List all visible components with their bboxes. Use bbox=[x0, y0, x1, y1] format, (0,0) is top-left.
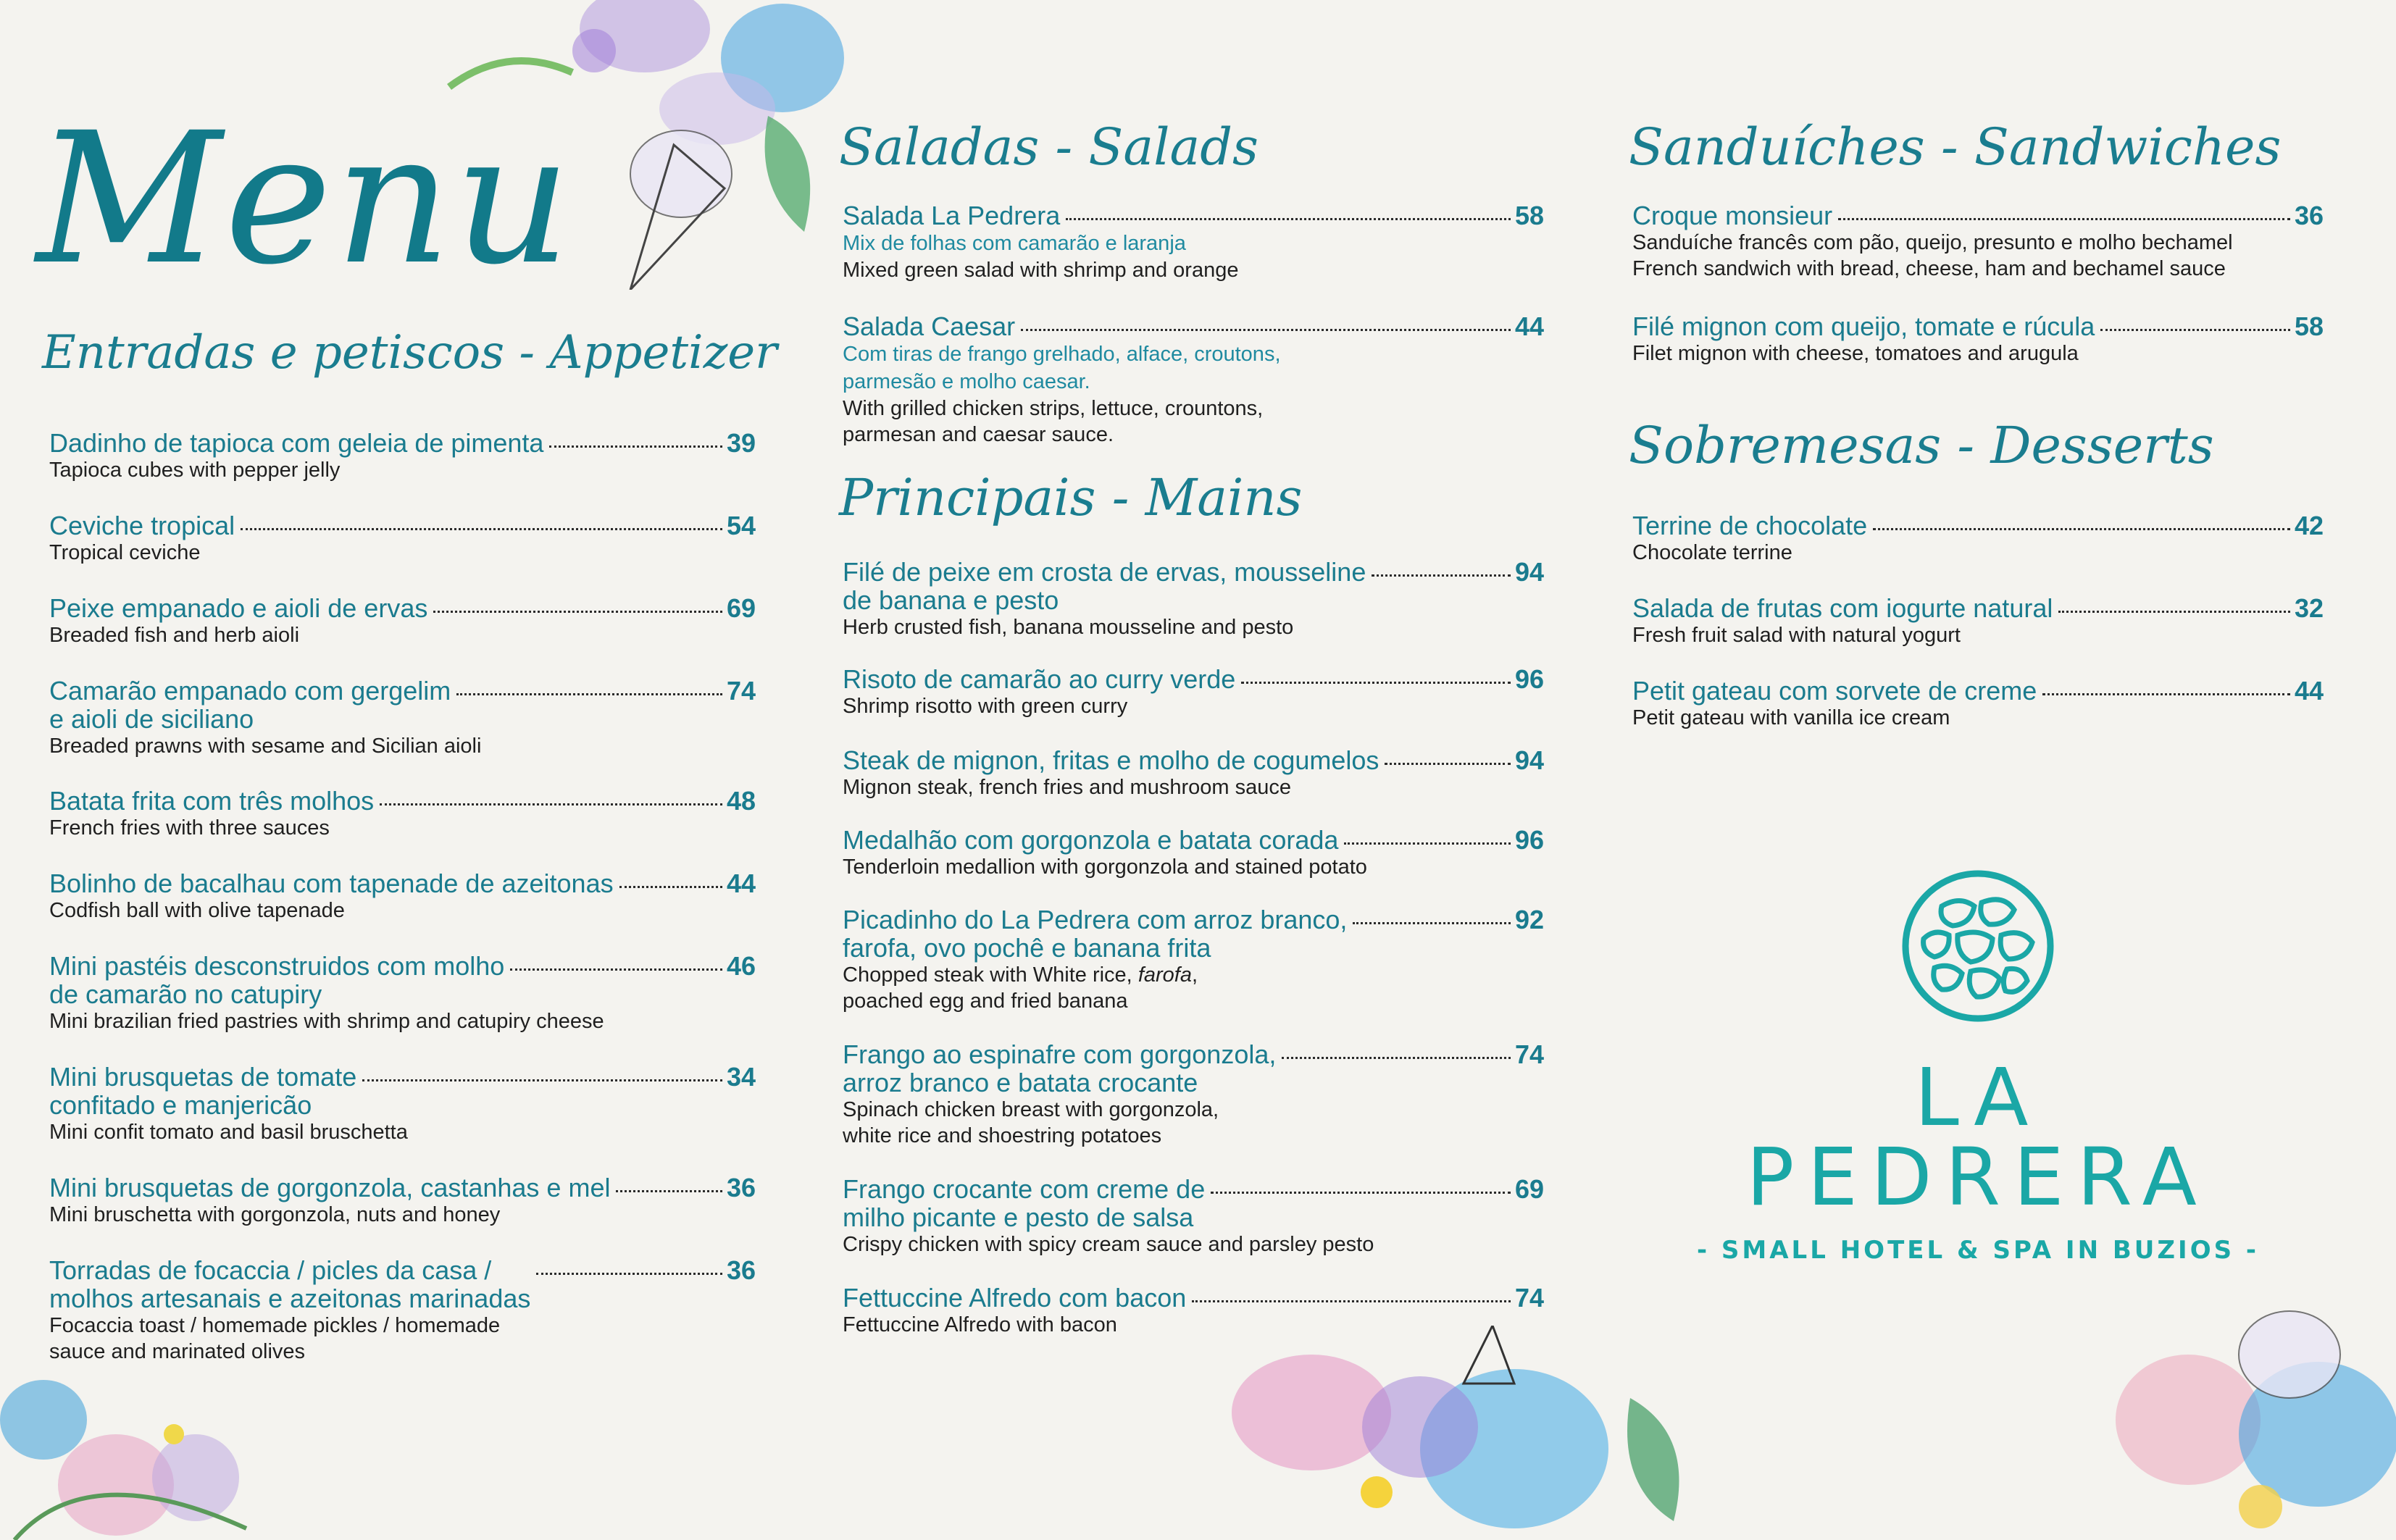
item-description-en: Filet mignon with cheese, tomatoes and arugula bbox=[1632, 342, 2079, 365]
dot-leader bbox=[1021, 329, 1511, 331]
salads-section-title: Saladas - Salads bbox=[839, 117, 1258, 177]
menu-item bbox=[843, 1284, 1544, 1338]
menu-item bbox=[49, 677, 756, 759]
item-name: Filé de peixe em crosta de ervas, mousseline de banana e pesto bbox=[843, 557, 1366, 615]
dot-leader bbox=[1192, 1300, 1511, 1302]
item-price: 74 bbox=[1514, 1283, 1544, 1313]
item-name: Camarão empanado com gergelim e aioli de siciliano bbox=[49, 676, 451, 734]
item-price: 44 bbox=[1514, 311, 1544, 341]
menu-item bbox=[843, 1040, 1544, 1149]
item-price: 92 bbox=[1514, 905, 1544, 934]
menu-item bbox=[1632, 511, 2324, 566]
item-description-en: Shrimp risotto with green curry bbox=[843, 695, 1128, 718]
item-description-en: Mixed green salad with shrimp and orange bbox=[843, 259, 1239, 282]
item-description-pt: Mix de folhas com camarão e laranja bbox=[843, 232, 1186, 255]
item-name: Batata frita com três molhos bbox=[49, 786, 375, 816]
menu-item bbox=[49, 511, 756, 566]
item-price: 46 bbox=[726, 951, 756, 981]
item-description-en: Chocolate terrine bbox=[1632, 541, 1792, 564]
item-description-en: French fries with three sauces bbox=[49, 816, 330, 840]
dot-leader bbox=[510, 968, 722, 971]
item-description-en: Codfish ball with olive tapenade bbox=[49, 899, 345, 922]
dot-leader bbox=[619, 886, 722, 888]
menu-item bbox=[49, 869, 756, 924]
item-price: 36 bbox=[726, 1255, 756, 1285]
menu-item bbox=[1632, 594, 2324, 648]
brand-tagline: - SMALL HOTEL & SPA IN BUZIOS - bbox=[1696, 1236, 2260, 1265]
item-price: 34 bbox=[726, 1062, 756, 1092]
brand-name: LA PEDRERA bbox=[1746, 1051, 2210, 1223]
menu-item bbox=[843, 826, 1544, 880]
dot-leader bbox=[1372, 574, 1511, 577]
dot-leader bbox=[1353, 922, 1511, 924]
item-description-en-part: Chopped steak with White rice, bbox=[843, 963, 1138, 987]
dot-leader bbox=[616, 1190, 722, 1192]
dot-leader bbox=[1838, 218, 2290, 220]
dot-leader bbox=[2042, 693, 2290, 695]
floral-illustration-bottom-right bbox=[2101, 1289, 2396, 1540]
item-price: 96 bbox=[1514, 664, 1544, 694]
item-price: 42 bbox=[2294, 511, 2324, 540]
menu-item bbox=[49, 787, 756, 841]
dot-leader bbox=[1385, 763, 1511, 765]
dot-leader bbox=[1066, 218, 1511, 220]
item-description-en: Herb crusted fish, banana mousseline and pesto bbox=[843, 616, 1294, 639]
item-price: 58 bbox=[1514, 201, 1544, 230]
dot-leader bbox=[1211, 1192, 1511, 1194]
item-name: Croque monsieur bbox=[1632, 201, 1833, 230]
item-name: Picadinho do La Pedrera com arroz branco, farofa, ovo pochê e banana frita bbox=[843, 905, 1348, 963]
menu-item bbox=[1632, 201, 2324, 282]
item-name: Filé mignon com queijo, tomate e rúcula bbox=[1632, 311, 2095, 341]
dot-leader bbox=[456, 693, 722, 695]
item-price: 94 bbox=[1514, 557, 1544, 587]
floral-illustration-bottom-left bbox=[0, 1347, 261, 1540]
dot-leader bbox=[433, 611, 722, 613]
item-price: 96 bbox=[1514, 825, 1544, 855]
menu-item bbox=[1632, 677, 2324, 731]
dot-leader bbox=[1344, 842, 1510, 845]
menu-item bbox=[49, 952, 756, 1034]
item-name: Risoto de camarão ao curry verde bbox=[843, 664, 1236, 694]
dot-leader bbox=[241, 528, 722, 530]
item-description-en-part: , poached egg and fried banana bbox=[843, 963, 1198, 1013]
dot-leader bbox=[1241, 682, 1511, 684]
item-description-en: Focaccia toast / homemade pickles / homemade sauce and marinated olives bbox=[49, 1314, 501, 1363]
item-name: Bolinho de bacalhau com tapenade de azeitonas bbox=[49, 869, 614, 898]
dot-leader bbox=[536, 1273, 722, 1275]
item-description-en: Mini brazilian fried pastries with shrimp and catupiry cheese bbox=[49, 1010, 604, 1033]
item-description-en: Tenderloin medallion with gorgonzola and stained potato bbox=[843, 855, 1367, 879]
menu-item bbox=[843, 905, 1544, 1014]
item-description-en-italic: farofa bbox=[1138, 963, 1192, 987]
floral-illustration-bottom-center bbox=[1224, 1326, 1732, 1540]
item-price: 36 bbox=[2294, 201, 2324, 230]
item-description-en: Spinach chicken breast with gorgonzola, white rice and shoestring potatoes bbox=[843, 1098, 1219, 1147]
menu-item bbox=[49, 1063, 756, 1145]
menu-item bbox=[843, 1175, 1544, 1257]
stone-turtle-logo-icon bbox=[1898, 866, 2058, 1026]
item-price: 58 bbox=[2294, 311, 2324, 341]
dot-leader bbox=[549, 445, 722, 448]
sandwiches-section-title: Sanduíches - Sandwiches bbox=[1629, 117, 2282, 177]
item-description-en: Tapioca cubes with pepper jelly bbox=[49, 459, 341, 482]
item-description-en: Mini confit tomato and basil bruschetta bbox=[49, 1121, 408, 1144]
item-description-en: Crispy chicken with spicy cream sauce and parsley pesto bbox=[843, 1233, 1374, 1256]
dot-leader bbox=[2058, 611, 2290, 613]
dot-leader bbox=[380, 803, 722, 805]
item-description-en: Sanduíche francês com pão, queijo, presunto e molho bechamel French sandwich with bread, cheese, ham and bechamel sauce bbox=[1632, 231, 2233, 280]
item-price: 74 bbox=[1514, 1039, 1544, 1069]
item-description-en: Tropical ceviche bbox=[49, 541, 201, 564]
menu-item bbox=[49, 1173, 756, 1228]
menu-item bbox=[843, 665, 1544, 719]
item-description-pt: Com tiras de frango grelhado, alface, croutons, parmesão e molho caesar. bbox=[843, 343, 1281, 393]
item-name: Salada de frutas com iogurte natural bbox=[1632, 593, 2053, 623]
menu-item bbox=[843, 201, 1544, 283]
item-description-en: Breaded fish and herb aioli bbox=[49, 624, 300, 647]
desserts-section-title: Sobremesas - Desserts bbox=[1629, 416, 2214, 475]
item-description-en: With grilled chicken strips, lettuce, crountons, parmesan and caesar sauce. bbox=[843, 397, 1264, 446]
item-name: Fettuccine Alfredo com bacon bbox=[843, 1283, 1187, 1313]
item-price: 32 bbox=[2294, 593, 2324, 623]
menu-item bbox=[1632, 312, 2324, 367]
item-description-en: Breaded prawns with sesame and Sicilian aioli bbox=[49, 735, 482, 758]
item-price: 48 bbox=[726, 786, 756, 816]
item-description-en: Fettuccine Alfredo with bacon bbox=[843, 1313, 1117, 1336]
menu-item bbox=[843, 558, 1544, 640]
item-name: Terrine de chocolate bbox=[1632, 511, 1868, 540]
item-name: Frango ao espinafre com gorgonzola, arroz branco e batata crocante bbox=[843, 1039, 1277, 1097]
item-description-en: Petit gateau with vanilla ice cream bbox=[1632, 706, 1950, 729]
item-description-en: Mini bruschetta with gorgonzola, nuts and honey bbox=[49, 1203, 501, 1226]
appetizer-section-title: Entradas e petiscos - Appetizer bbox=[42, 326, 777, 380]
item-name: Salada Caesar bbox=[843, 311, 1016, 341]
item-name: Steak de mignon, fritas e molho de cogumelos bbox=[843, 745, 1379, 775]
item-name: Frango crocante com creme de milho picante e pesto de salsa bbox=[843, 1174, 1206, 1232]
item-price: 69 bbox=[1514, 1174, 1544, 1204]
item-price: 36 bbox=[726, 1173, 756, 1202]
item-price: 39 bbox=[726, 428, 756, 458]
item-name: Salada La Pedrera bbox=[843, 201, 1061, 230]
item-description-en bbox=[843, 962, 1544, 1014]
menu-item bbox=[49, 429, 756, 483]
item-name: Mini brusquetas de gorgonzola, castanhas e mel bbox=[49, 1173, 611, 1202]
dot-leader bbox=[1282, 1057, 1511, 1059]
item-name: Ceviche tropical bbox=[49, 511, 235, 540]
dot-leader bbox=[2100, 329, 2290, 331]
dot-leader bbox=[362, 1079, 722, 1081]
item-price: 69 bbox=[726, 593, 756, 623]
dot-leader bbox=[1873, 528, 2290, 530]
item-name: Dadinho de tapioca com geleia de pimenta bbox=[49, 428, 544, 458]
mains-section-title: Principais - Mains bbox=[839, 468, 1303, 527]
item-name: Mini pastéis desconstruidos com molho de camarão no catupiry bbox=[49, 951, 505, 1009]
item-name: Petit gateau com sorvete de creme bbox=[1632, 676, 2037, 706]
item-description-en: Mignon steak, french fries and mushroom sauce bbox=[843, 776, 1291, 799]
item-price: 94 bbox=[1514, 745, 1544, 775]
item-description-en: Fresh fruit salad with natural yogurt bbox=[1632, 624, 1961, 647]
item-name: Medalhão com gorgonzola e batata corada bbox=[843, 825, 1339, 855]
item-price: 44 bbox=[2294, 676, 2324, 706]
item-price: 44 bbox=[726, 869, 756, 898]
menu-item bbox=[843, 746, 1544, 800]
item-name: Torradas de focaccia / picles da casa / molhos artesanais e azeitonas marinadas bbox=[49, 1255, 531, 1313]
item-price: 54 bbox=[726, 511, 756, 540]
item-name: Mini brusquetas de tomate confitado e manjericão bbox=[49, 1062, 357, 1120]
menu-title: Menu bbox=[36, 93, 574, 304]
item-name: Peixe empanado e aioli de ervas bbox=[49, 593, 428, 623]
menu-item bbox=[843, 312, 1544, 448]
brand-logo bbox=[1674, 866, 2282, 1265]
item-price: 74 bbox=[726, 676, 756, 706]
menu-item bbox=[49, 594, 756, 648]
menu-item bbox=[49, 1256, 756, 1365]
